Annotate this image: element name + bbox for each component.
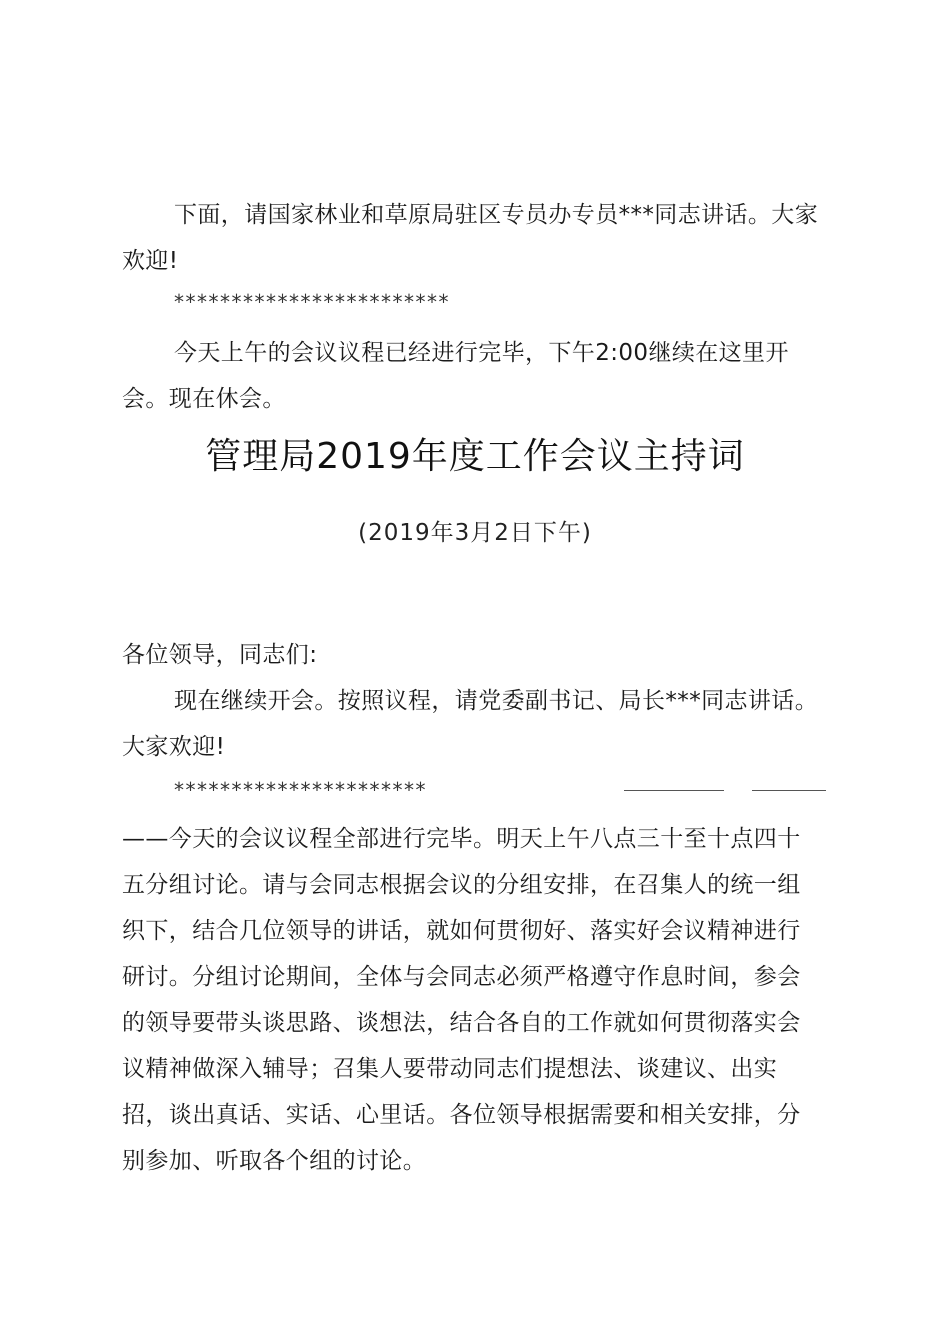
- paragraph-morning-adjourn: 今天上午的会议议程已经进行完毕，下午2:00继续在这里开会。现在休会。: [122, 340, 789, 412]
- paragraph-speaker-intro: 下面，请国家林业和草原局驻区专员办专员***同志讲话。大家欢迎!: [122, 202, 819, 274]
- separator-stars-2: **********************: [174, 778, 427, 802]
- document-date: (2019年3月2日下午): [358, 520, 592, 546]
- paragraph-afternoon-open: 现在继续开会。按照议程，请党委副书记、局长***同志讲话。大家欢迎!: [122, 688, 819, 760]
- blank-line: [624, 790, 724, 791]
- document-title: 管理局2019年度工作会议主持词: [205, 436, 745, 477]
- separator-stars: ************************: [174, 290, 450, 314]
- paragraph-closing-arrangements: ——今天的会议议程全部进行完毕。明天上午八点三十至十点四十五分组讨论。请与会同志根据会议的分组安排，在召集人的统一组织下，结合几位领导的讲话，就如何贯彻好、落实好会议精神进行研讨。分组讨论期间，全体与会同志必须严格遵守作息时间，参会的领导要带头谈思路、谈想法，结合各自的工作就如何贯彻落实会议精神做深入辅导；召集人要带动同志们提想法、谈建议、出实招，谈出真话、实话、心里话。各位领导根据需要和相关安排，分别参加、听取各个组的讨论。: [122, 826, 801, 1174]
- blank-line: [752, 790, 826, 791]
- salutation: 各位领导，同志们:: [122, 642, 318, 668]
